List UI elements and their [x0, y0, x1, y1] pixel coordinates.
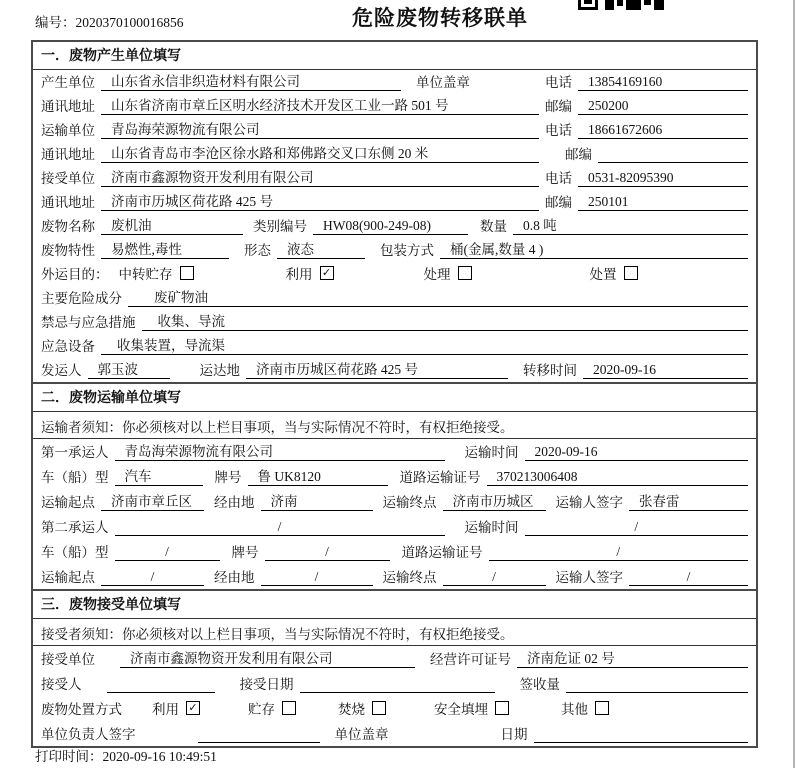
- row-shipper: [33, 358, 756, 382]
- carrier-sign-2-label: 运输人签字: [555, 570, 623, 585]
- road-license-2-label: 道路运输证号: [401, 545, 483, 560]
- route-start-2-label: 运输起点: [41, 570, 95, 585]
- disposal-option-landfill: [434, 698, 509, 718]
- accept-person-value: [107, 692, 215, 693]
- page-edge-divider: [793, 0, 795, 768]
- transporter-unit-label: 运输单位: [41, 123, 95, 138]
- waste-pack-value: 桶(金属,数量 4 ): [440, 238, 748, 259]
- disposal-option-storage: [248, 698, 296, 718]
- receiver-unit-label: 接受单位: [41, 171, 95, 186]
- sign-date-value: [534, 742, 749, 743]
- road-license-value: 370213006408: [487, 469, 749, 486]
- route-via-2-value: /: [261, 569, 373, 586]
- row-transporter-address: [33, 142, 756, 166]
- route-start-2-value: /: [101, 569, 204, 586]
- receiver-unit-value: 济南市鑫源物资开发利用有限公司: [101, 166, 539, 187]
- option-label: 利用: [285, 267, 313, 282]
- row-receiver-unit: [33, 166, 756, 190]
- option-label: 贮存: [248, 702, 275, 717]
- checkbox-icon: [595, 701, 609, 715]
- print-time-label: 打印时间：: [35, 749, 103, 764]
- checkbox-icon: [458, 266, 472, 280]
- disposal-option-other: [561, 698, 609, 718]
- section2-title: 二．废物运输单位填写: [33, 384, 756, 412]
- manifest-form: [31, 40, 758, 748]
- disposal-option-utilize: [152, 698, 200, 718]
- transporter-phone-label: 电话: [545, 123, 572, 138]
- accept-person-label: 接受人: [41, 677, 82, 692]
- transporter-phone-value: 18661672606: [578, 122, 748, 139]
- checkbox-icon: [180, 266, 194, 280]
- purpose-option-treat: [424, 263, 472, 283]
- option-label: 安全填埋: [434, 702, 488, 717]
- row-accept-unit: [33, 646, 756, 671]
- row-producer-address: [33, 94, 756, 118]
- purpose-option-dispose: [590, 263, 638, 283]
- carrier-sign-value: 张春雷: [629, 490, 748, 511]
- receiver-address-label: 通讯地址: [41, 195, 95, 210]
- equipment-label: 应急设备: [41, 339, 95, 354]
- waste-pack-label: 包装方式: [380, 243, 434, 258]
- purpose-label: 外运目的：: [41, 267, 109, 282]
- waste-code-label: 类别编号: [253, 219, 307, 234]
- receipt-qty-value: [566, 692, 748, 693]
- plate-2-value: /: [265, 544, 390, 561]
- option-label: 其他: [561, 702, 588, 717]
- route-end-value: 济南市历城区: [443, 490, 546, 511]
- option-label: 处理: [423, 267, 451, 282]
- producer-unit-value: 山东省永信非织造材料有限公司: [101, 70, 401, 91]
- vehicle-type-label: 车（船）型: [41, 470, 109, 485]
- hazard-label: 主要危险成分: [41, 291, 122, 306]
- transporter-notice: 运输者须知：你必须核对以上栏目事项，当与实际情况不符时，有权拒绝接受。: [33, 412, 756, 439]
- sign-date-label: 日期: [500, 727, 528, 742]
- transporter-zip-label: 邮编: [565, 147, 592, 162]
- responsible-sign-value: [198, 742, 320, 743]
- transporter-address-label: 通讯地址: [41, 147, 95, 162]
- section3-title: 三．废物接受单位填写: [33, 591, 756, 619]
- row-waste-props: [33, 238, 756, 262]
- section1-title: 一．废物产生单位填写: [33, 42, 756, 70]
- row-purpose: [33, 262, 756, 286]
- checkbox-icon: [495, 701, 509, 715]
- producer-zip-label: 邮编: [545, 99, 572, 114]
- checkmark-icon: ✓: [321, 266, 332, 279]
- shipper-value: 郭玉波: [88, 358, 170, 379]
- transport-time-label: 运输时间: [464, 445, 519, 460]
- accept-unit-value: 济南市鑫源物资开发利用有限公司: [120, 647, 415, 668]
- option-label: 中转贮存: [118, 267, 173, 282]
- transfer-time-label: 转移时间: [523, 363, 577, 378]
- permit-label: 经营许可证号: [430, 652, 511, 667]
- receipt-qty-label: 签收量: [519, 677, 560, 692]
- accept-date-label: 接受日期: [239, 677, 294, 692]
- accept-date-value: [300, 692, 495, 693]
- first-carrier-value: 青岛海荣源物流有限公司: [115, 440, 445, 461]
- waste-form-value: 液态: [277, 238, 365, 259]
- route-end-2-label: 运输终点: [382, 570, 437, 585]
- option-label: 焚烧: [338, 702, 365, 717]
- destination-label: 运达地: [199, 363, 240, 378]
- carrier-sign-label: 运输人签字: [555, 495, 623, 510]
- route-end-2-value: /: [443, 569, 546, 586]
- checkbox-icon: [624, 266, 638, 280]
- disposal-method-label: 废物处置方式: [41, 702, 122, 717]
- taboo-value: 收集、导流: [142, 310, 749, 331]
- row-responsible-sign: [33, 721, 756, 746]
- page-title: 危险废物转移联单: [352, 7, 528, 30]
- waste-name-value: 废机油: [101, 214, 243, 235]
- road-license-label: 道路运输证号: [399, 470, 481, 485]
- checkbox-icon: [186, 701, 200, 715]
- row-vehicle-1: [33, 464, 756, 489]
- row-accept-person: [33, 671, 756, 696]
- section-transporter: [33, 382, 756, 589]
- waste-qty-label: 数量: [480, 219, 507, 234]
- shipper-label: 发运人: [41, 363, 82, 378]
- transport-time-value: 2020-09-16: [525, 444, 749, 461]
- road-license-2-value: /: [489, 544, 749, 561]
- option-label: 利用: [152, 702, 179, 717]
- row-hazard-components: [33, 286, 756, 310]
- plate-label: 牌号: [214, 470, 242, 485]
- waste-props-label: 废物特性: [41, 243, 95, 258]
- waste-form-label: 形态: [244, 243, 271, 258]
- transporter-zip-value: [598, 162, 748, 163]
- vehicle-type-2-label: 车（船）型: [41, 545, 109, 560]
- transporter-address-value: 山东省青岛市李沧区徐水路和郑佛路交叉口东侧 20 米: [101, 142, 539, 163]
- producer-address-value: 山东省济南市章丘区明水经济技术开发区工业一路 501 号: [101, 94, 539, 115]
- checkbox-icon: [320, 266, 334, 280]
- option-label: 处置: [589, 267, 617, 282]
- producer-address-label: 通讯地址: [41, 99, 95, 114]
- row-transporter-unit: [33, 118, 756, 142]
- plate-value: 鲁 UK8120: [248, 465, 388, 486]
- disposal-option-incinerate: [338, 698, 386, 718]
- row-first-carrier: [33, 439, 756, 464]
- row-route-2: [33, 564, 756, 589]
- carrier-sign-2-value: /: [629, 569, 748, 586]
- equipment-value: 收集装置，导流渠: [101, 334, 748, 355]
- transport-time-2-value: /: [525, 519, 749, 536]
- row-route-1: [33, 489, 756, 514]
- second-carrier-label: 第二承运人: [41, 520, 109, 535]
- transport-time-2-label: 运输时间: [464, 520, 519, 535]
- print-time: [35, 745, 217, 765]
- purpose-option-transfer-storage: [119, 263, 194, 283]
- permit-value: 济南危证 02 号: [517, 647, 748, 668]
- row-disposal-method: [33, 696, 756, 721]
- row-vehicle-2: [33, 539, 756, 564]
- producer-unit-label: 产生单位: [41, 75, 95, 90]
- purpose-option-utilize: [286, 263, 334, 283]
- section-receiver: [33, 589, 756, 746]
- receiver-zip-label: 邮编: [545, 195, 572, 210]
- accept-unit-label: 接受单位: [41, 652, 95, 667]
- document-number-label: 编号：: [35, 15, 76, 30]
- route-via-value: 济南: [261, 490, 373, 511]
- second-carrier-value: /: [115, 519, 445, 536]
- producer-zip-value: 250200: [578, 98, 748, 115]
- route-start-value: 济南市章丘区: [101, 490, 204, 511]
- row-producer-unit: [33, 70, 756, 94]
- route-start-label: 运输起点: [41, 495, 95, 510]
- producer-phone-value: 13854169160: [578, 74, 748, 91]
- taboo-label: 禁忌与应急措施: [41, 315, 136, 330]
- print-time-value: 2020-09-16 10:49:51: [102, 749, 217, 764]
- plate-2-label: 牌号: [231, 545, 259, 560]
- first-carrier-label: 第一承运人: [41, 445, 109, 460]
- row-emergency-equipment: [33, 334, 756, 358]
- waste-qty-value: 0.8 吨: [513, 214, 748, 235]
- vehicle-type-value: 汽车: [115, 465, 203, 486]
- qr-code-fragment-icon: [578, 0, 664, 11]
- route-end-label: 运输终点: [382, 495, 437, 510]
- checkmark-icon: ✓: [188, 701, 198, 714]
- row-second-carrier: [33, 514, 756, 539]
- waste-props-value: 易燃性,毒性: [101, 238, 229, 259]
- row-taboo-measures: [33, 310, 756, 334]
- waste-name-label: 废物名称: [41, 219, 95, 234]
- transporter-unit-value: 青岛海荣源物流有限公司: [101, 118, 539, 139]
- destination-value: 济南市历城区荷花路 425 号: [246, 358, 508, 379]
- unit-seal-label: 单位盖章: [416, 75, 470, 90]
- receiver-phone-value: 0531-82095390: [578, 170, 748, 187]
- row-receiver-address: [33, 190, 756, 214]
- waste-code-value: HW08(900-249-08): [313, 218, 468, 235]
- receiver-zip-value: 250101: [578, 194, 748, 211]
- route-via-2-label: 经由地: [214, 570, 255, 585]
- responsible-sign-label: 单位负责人签字: [41, 727, 136, 742]
- receiver-notice: 接受者须知：你必须核对以上栏目事项，当与实际情况不符时，有权拒绝接受。: [33, 619, 756, 646]
- hazard-value: 废矿物油: [128, 286, 748, 307]
- unit-seal-3-label: 单位盖章: [334, 727, 389, 742]
- producer-phone-label: 电话: [545, 75, 572, 90]
- receiver-address-value: 济南市历城区荷花路 425 号: [101, 190, 539, 211]
- route-via-label: 经由地: [214, 495, 255, 510]
- checkbox-icon: [282, 701, 296, 715]
- checkbox-icon: [372, 701, 386, 715]
- document-number-value: 2020370100016856: [75, 15, 184, 30]
- transfer-time-value: 2020-09-16: [583, 362, 748, 379]
- receiver-phone-label: 电话: [545, 171, 572, 186]
- row-waste-name: [33, 214, 756, 238]
- section-producer: [33, 42, 756, 382]
- vehicle-type-2-value: /: [115, 544, 220, 561]
